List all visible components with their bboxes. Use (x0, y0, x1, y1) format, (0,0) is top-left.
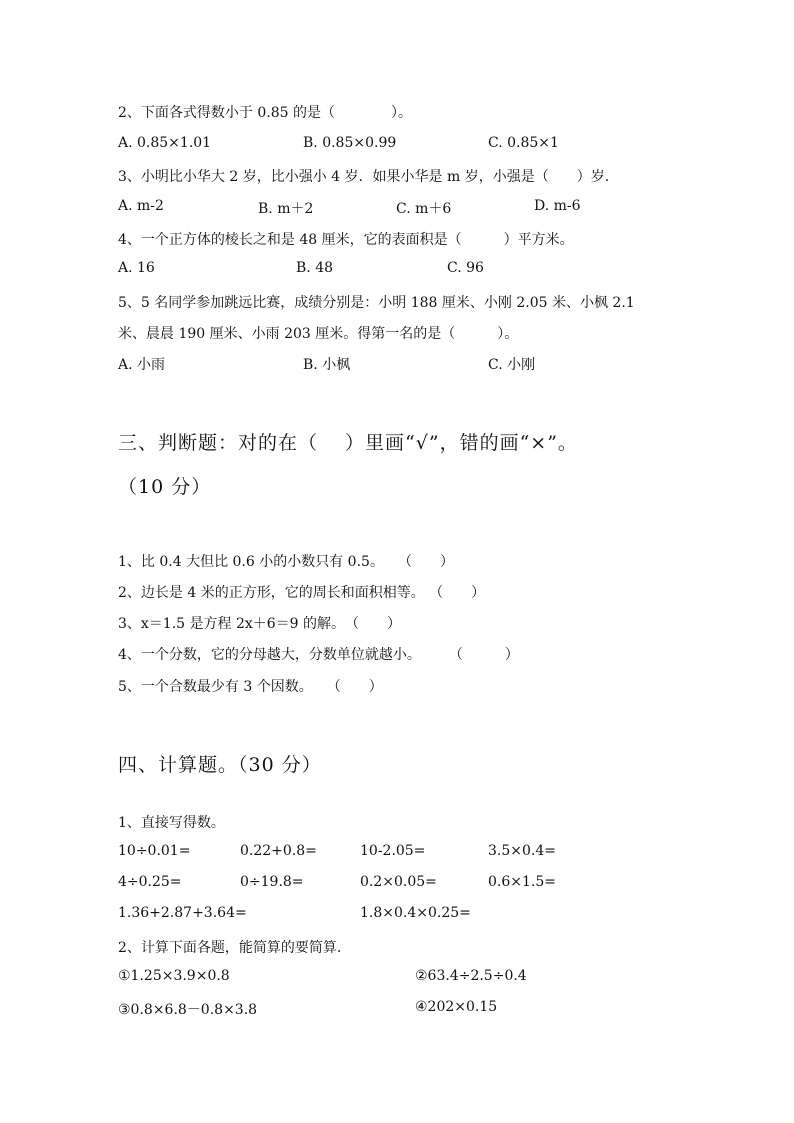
q2-option-b: B. 0.85×0.99 (303, 135, 397, 151)
question-2: 2、下面各式得数小于 0.85 的是（ ）。 (118, 105, 412, 121)
q5-option-b: B. 小枫 (303, 357, 351, 373)
question-4: 4、一个正方体的棱长之和是 48 厘米，它的表面积是（ ）平方米。 (118, 232, 574, 248)
q5-option-a: A. 小雨 (118, 357, 166, 373)
section-3-score: （10 分） (118, 476, 212, 498)
question-3: 3、小明比小华大 2 岁，比小强小 4 岁．如果小华是 m 岁，小强是（ ）岁． (118, 169, 619, 185)
q2-option-c: C. 0.85×1 (488, 135, 559, 151)
calc-r2-c4: 0.6×1.5= (488, 874, 556, 890)
calc-r1-c4: 3.5×0.4= (488, 843, 556, 859)
question-5-line-2: 米、晨晨 190 厘米、小雨 203 厘米。得第一名的是（ ）。 (118, 326, 519, 342)
section-4-title: 四、计算题。（30 分） (118, 754, 322, 776)
calc-r1-c3: 10-2.05= (360, 843, 426, 859)
calc-r2-c3: 0.2×0.05= (360, 874, 437, 890)
calc-sub-1: 1、直接写得数。 (118, 815, 225, 831)
calc-r1-c2: 0.22+0.8= (240, 843, 317, 859)
judge-item-1: 1、比 0.4 大但比 0.6 小的小数只有 0.5。 （ ） (118, 554, 454, 570)
calc-problem-2: ②63.4÷2.5÷0.4 (415, 968, 527, 984)
section-3-title: 三、判断题：对的在（ ）里画“√”，错的画“×”。 (118, 432, 578, 454)
calc-r2-c1: 4÷0.25= (118, 874, 182, 890)
q4-option-c: C. 96 (447, 260, 484, 276)
q3-option-c: C. m＋6 (396, 201, 452, 217)
q2-option-a: A. 0.85×1.01 (118, 135, 212, 151)
judge-item-2: 2、边长是 4 米的正方形，它的周长和面积相等。 （ ） (118, 585, 486, 601)
q3-option-b: B. m＋2 (258, 201, 314, 217)
calc-r3-c1: 1.36+2.87+3.64= (118, 905, 247, 921)
calc-problem-4: ④202×0.15 (415, 999, 498, 1015)
judge-item-5: 5、一个合数最少有 3 个因数。 （ ） (118, 679, 383, 695)
calc-r1-c1: 10÷0.01= (118, 843, 191, 859)
q3-option-a: A. m-2 (118, 198, 164, 214)
calc-r3-c2: 1.8×0.4×0.25= (360, 905, 471, 921)
judge-item-4: 4、一个分数，它的分母越大，分数单位就越小。 （ ） (118, 647, 519, 663)
calc-problem-3: ③0.8×6.8－0.8×3.8 (118, 1002, 258, 1018)
q4-option-a: A. 16 (118, 260, 155, 276)
q5-option-c: C. 小刚 (488, 357, 536, 373)
judge-item-3: 3、x＝1.5 是方程 2x＋6＝9 的解。 （ ） (118, 616, 402, 632)
calc-problem-1: ①1.25×3.9×0.8 (118, 968, 230, 984)
q4-option-b: B. 48 (296, 260, 334, 276)
calc-sub-2: 2、计算下面各题，能简算的要简算. (118, 940, 342, 956)
q3-option-d: D. m-6 (534, 198, 581, 214)
question-5-line-1: 5、5 名同学参加跳远比赛，成绩分别是：小明 188 厘米、小刚 2.05 米、小枫 2.1 (118, 295, 635, 311)
calc-r2-c2: 0÷19.8= (240, 874, 304, 890)
